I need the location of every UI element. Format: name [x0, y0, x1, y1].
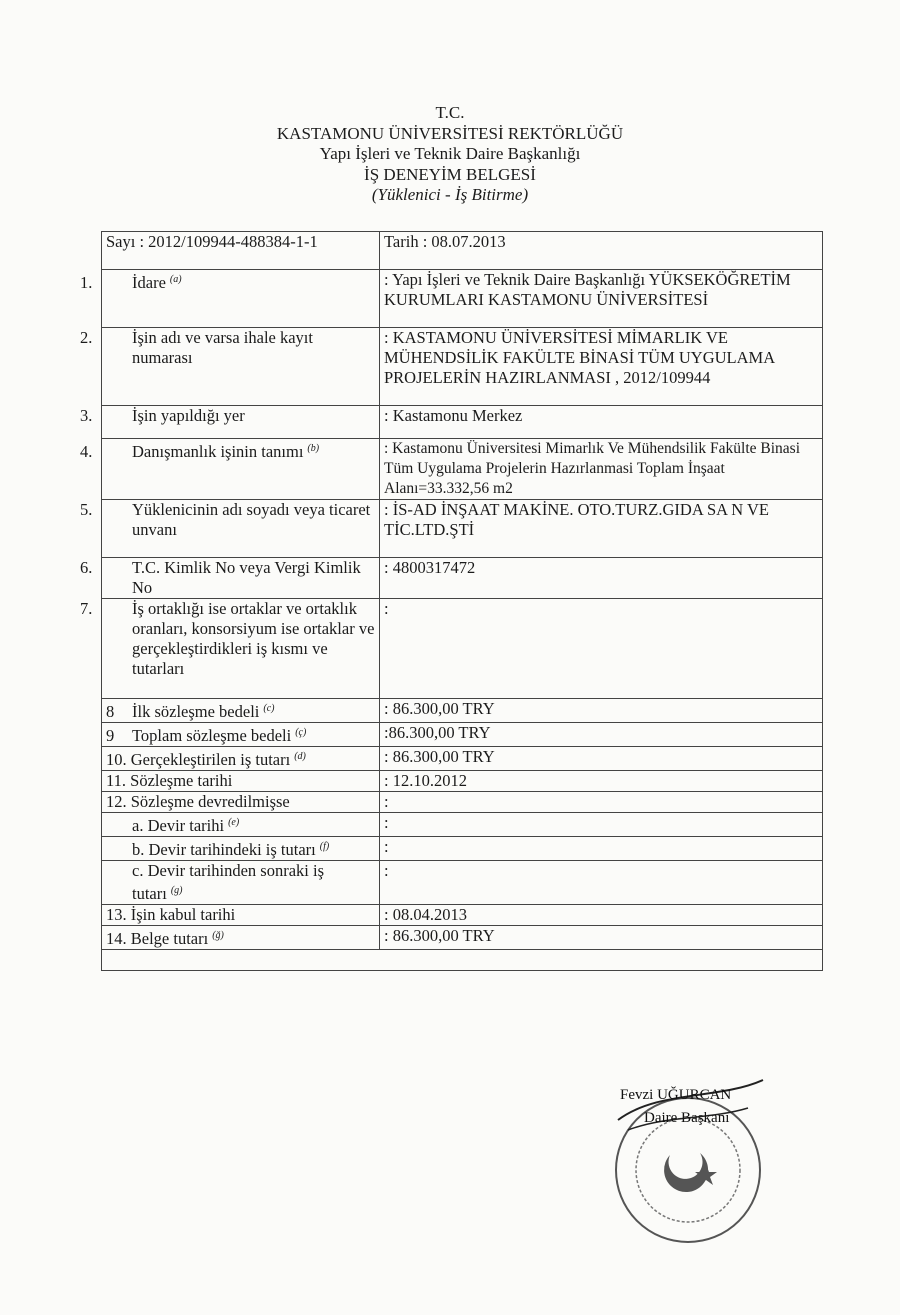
document-subtitle: (Yüklenici - İş Bitirme) — [371, 185, 529, 204]
row-value: : 86.300,00 TRY — [380, 926, 823, 950]
row-label-text: Yüklenicinin adı soyadı veya ticaret unvanı — [132, 500, 371, 539]
row-label — [102, 905, 380, 926]
signatory-title: Daire Başkanı — [644, 1110, 730, 1126]
table-row — [102, 861, 823, 905]
row-label — [102, 723, 380, 747]
row-number: 3. — [80, 406, 93, 425]
row-label — [102, 837, 380, 861]
row-label — [102, 792, 380, 813]
row-label-text: Sözleşme devredilmişse — [130, 792, 290, 811]
row-number: 12. — [106, 792, 127, 811]
table-row — [102, 813, 823, 837]
header-tc: T.C. — [435, 103, 465, 122]
row-label — [102, 861, 380, 905]
table-row — [102, 926, 823, 950]
table-row — [102, 500, 823, 558]
row-number: 10. — [106, 750, 127, 769]
row-number: 9 — [106, 726, 115, 745]
table-row — [102, 439, 823, 500]
row-number: 13. — [106, 905, 127, 924]
row-label — [80, 439, 380, 500]
table-row — [102, 270, 823, 328]
row-label — [80, 328, 380, 406]
row-label-text: a. Devir tarihi — [132, 816, 225, 835]
table-row — [102, 771, 823, 792]
row-value: : Yapı İşleri ve Teknik Daire Başkanlığı YÜKSEKÖĞRETİM KURUMLARI KASTAMONU ÜNİVERSİTESİ — [380, 270, 823, 328]
empty-row — [102, 950, 823, 971]
table-row — [102, 558, 823, 599]
row-number: 14. — [106, 929, 127, 948]
table-row — [102, 699, 823, 723]
row-label — [80, 406, 380, 439]
row-value: : — [380, 792, 823, 813]
experience-certificate-table — [80, 231, 823, 971]
sayi-cell: Sayı : 2012/109944-488384-1-1 — [102, 232, 380, 270]
row-value: : 08.04.2013 — [380, 905, 823, 926]
footnote-mark: (b) — [307, 443, 320, 454]
row-label-text: Danışmanlık işinin tanımı — [132, 442, 304, 461]
row-number: 11. — [106, 771, 127, 790]
row-value: : 12.10.2012 — [380, 771, 823, 792]
row-label — [102, 771, 380, 792]
row-value: :86.300,00 TRY — [380, 723, 823, 747]
row-label-text: İlk sözleşme bedeli — [132, 702, 260, 721]
footnote-mark: (a) — [169, 274, 182, 285]
row-value: : 4800317472 — [380, 558, 823, 599]
row-label-text: Sözleşme tarihi — [130, 771, 233, 790]
row-label — [102, 747, 380, 771]
row-number: 8 — [106, 702, 115, 721]
footnote-mark: (f) — [319, 841, 330, 852]
footnote-mark: (g) — [170, 885, 183, 896]
table-row — [102, 792, 823, 813]
row-number: 2. — [80, 328, 93, 347]
table-row — [102, 406, 823, 439]
header-department: Yapı İşleri ve Teknik Daire Başkanlığı — [319, 144, 581, 163]
row-value: : 86.300,00 TRY — [380, 699, 823, 723]
document-title: İŞ DENEYİM BELGESİ — [364, 164, 536, 184]
row-label — [80, 599, 380, 699]
row-number: 1. — [80, 273, 93, 292]
tarih-cell: Tarih : 08.07.2013 — [380, 232, 823, 270]
row-number: 4. — [80, 442, 93, 461]
table-row — [102, 599, 823, 699]
row-label-text: İş ortaklığı ise ortaklar ve ortaklık oranları, konsorsiyum ise ortaklar ve gerçekleştirdikleri iş kısmı ve tutarları — [132, 599, 375, 678]
table-row — [102, 328, 823, 406]
seal-inner-ring — [636, 1118, 740, 1222]
footnote-mark: (c) — [263, 703, 275, 714]
row-value: : Kastamonu Merkez — [380, 406, 823, 439]
row-label-text: T.C. Kimlik No veya Vergi Kimlik No — [132, 558, 361, 597]
table-row — [102, 747, 823, 771]
row-label-text: İşin kabul tarihi — [130, 905, 236, 924]
header-university: KASTAMONU ÜNİVERSİTESİ REKTÖRLÜĞÜ — [276, 123, 624, 143]
row-label — [80, 558, 380, 599]
footnote-mark: (ğ) — [212, 930, 224, 941]
row-number: 6. — [80, 558, 93, 577]
row-label-text: b. Devir tarihindeki iş tutarı — [132, 840, 316, 859]
table-row — [102, 905, 823, 926]
row-label-text: Gerçekleştirilen iş tutarı — [130, 750, 291, 769]
row-value: : — [380, 813, 823, 837]
footnote-mark: (d) — [294, 751, 306, 762]
row-value: : — [380, 837, 823, 861]
row-label-text: İşin adı ve varsa ihale kayıt numarası — [132, 328, 313, 367]
row-label-text: c. Devir tarihinden sonraki iş tutarı — [132, 861, 324, 903]
row-value: : — [380, 599, 823, 699]
row-label-text: İşin yapıldığı yer — [132, 406, 245, 425]
row-number: 5. — [80, 500, 93, 519]
row-value: : İS-AD İNŞAAT MAKİNE. OTO.TURZ.GIDA SA N VE TİC.LTD.ŞTİ — [380, 500, 823, 558]
table-row — [102, 950, 823, 971]
row-label-text: İdare — [132, 273, 166, 292]
table-row — [102, 723, 823, 747]
footnote-mark: (e) — [228, 817, 240, 828]
row-label — [102, 699, 380, 723]
row-value: : — [380, 861, 823, 905]
signature-block — [598, 1060, 778, 1260]
row-label — [102, 813, 380, 837]
row-label — [80, 500, 380, 558]
table-row — [102, 232, 823, 270]
document-header — [0, 103, 900, 206]
footnote-mark: (ç) — [295, 727, 307, 738]
row-number: 7. — [80, 599, 93, 618]
row-label-text: Belge tutarı — [130, 929, 209, 948]
row-label-text: Toplam sözleşme bedeli — [132, 726, 292, 745]
row-value: : KASTAMONU ÜNİVERSİTESİ MİMARLIK VE MÜHENDSİLİK FAKÜLTE BİNASİ TÜM UYGULAMA PROJELERİN HAZIRLANMASI , 2012/109944 — [380, 328, 823, 406]
row-label — [102, 926, 380, 950]
row-value: : Kastamonu Üniversitesi Mimarlık Ve Mühendsilik Fakülte Binasi Tüm Uygulama Projelerin Hazırlanmasi Toplam İnşaat Alanı=33.332,56 m2 — [380, 439, 823, 500]
row-label — [80, 270, 380, 328]
row-value: : 86.300,00 TRY — [380, 747, 823, 771]
signatory-name: Fevzi UĞURCAN — [620, 1087, 732, 1103]
table-row — [102, 837, 823, 861]
